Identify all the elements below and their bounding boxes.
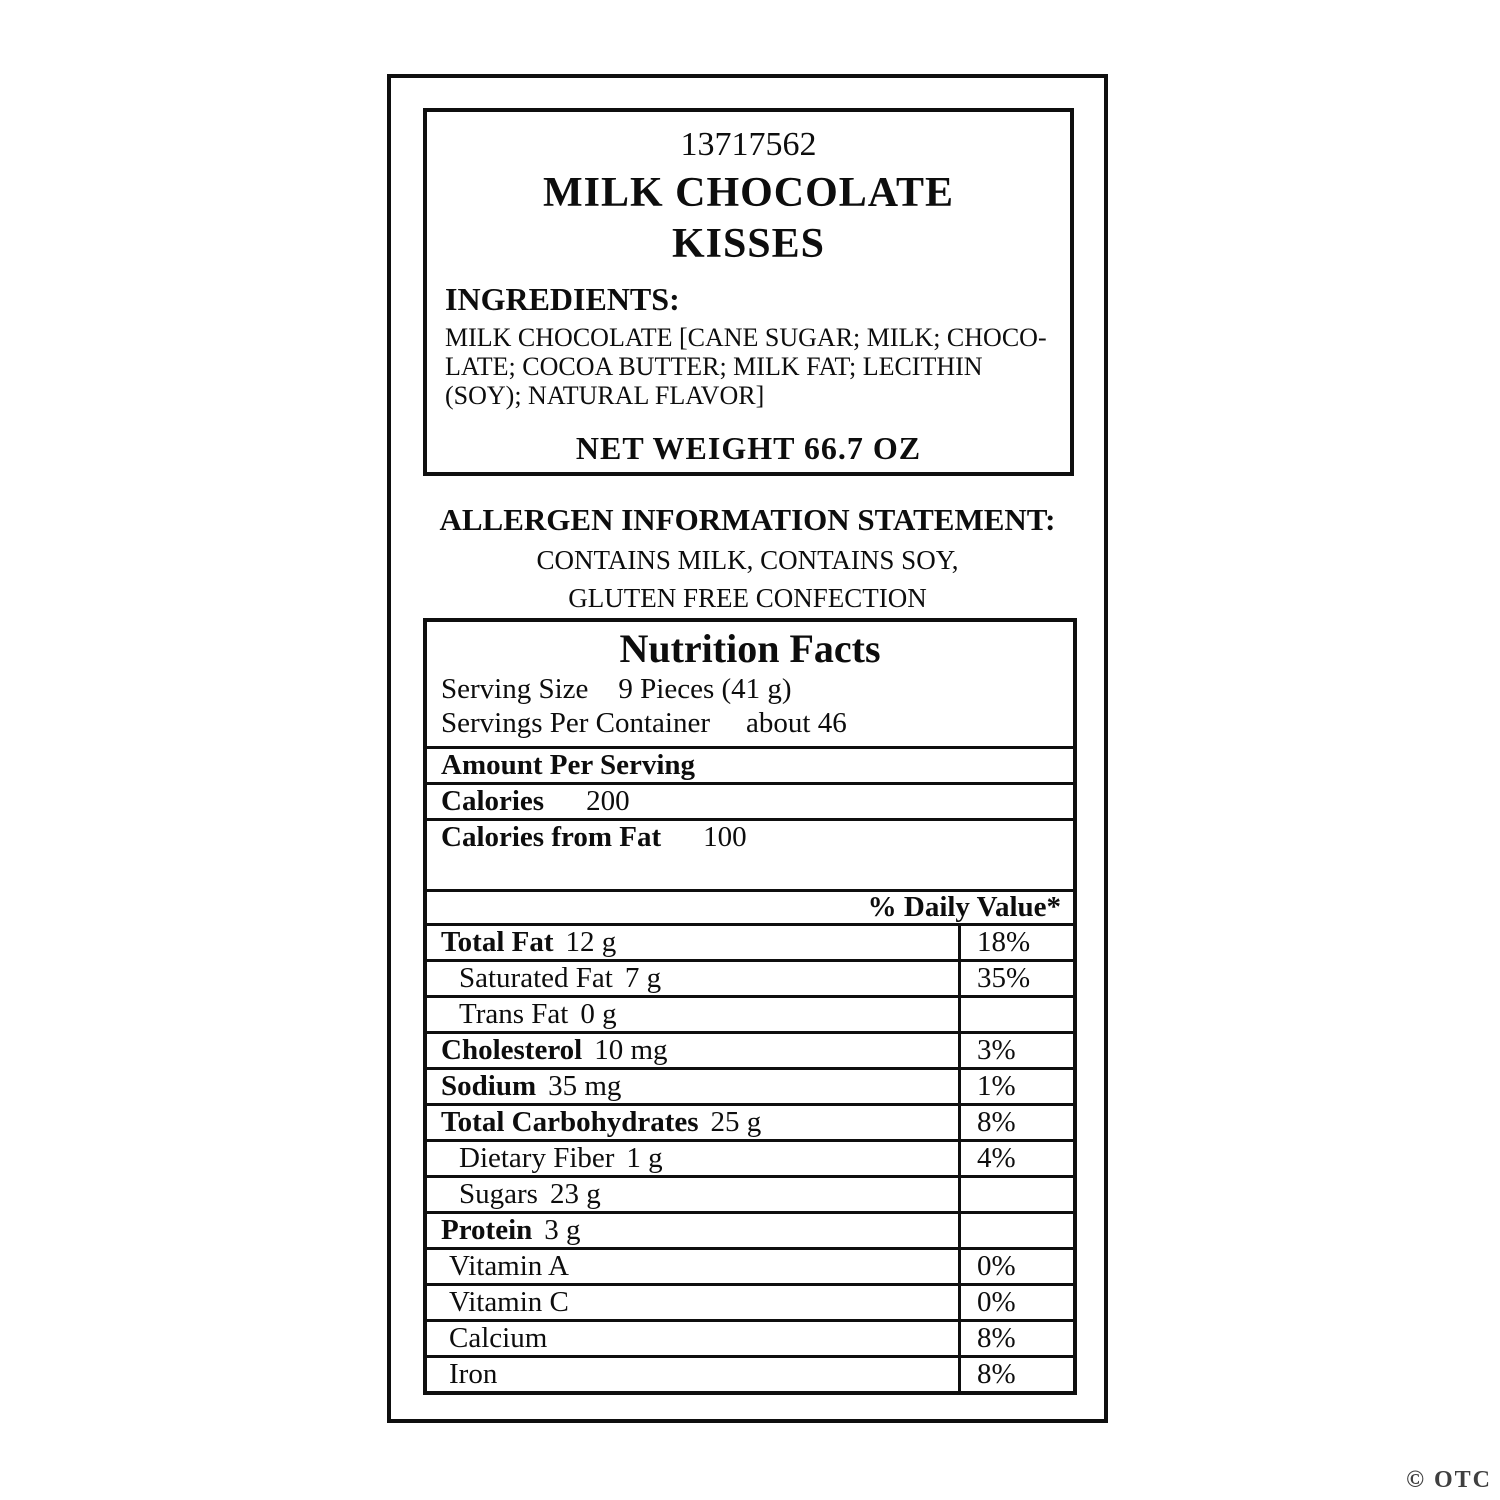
allergen-statement: [391, 502, 1104, 614]
nutrient-label-cell: [427, 1214, 958, 1247]
nutrient-name: Cholesterol: [441, 1034, 583, 1066]
nutrient-label-cell: [427, 1034, 958, 1067]
nutrient-label-cell: [427, 1106, 958, 1139]
nutrient-row-total-fat: [427, 923, 1073, 959]
nutrient-name: Vitamin C: [449, 1286, 569, 1318]
calories-row: [427, 782, 1073, 818]
nutrient-name: Iron: [449, 1358, 498, 1390]
nutrient-daily-value: 18%: [958, 926, 1073, 959]
nutrient-name: Protein: [441, 1214, 533, 1246]
amount-per-serving-row: [427, 746, 1073, 782]
nutrition-facts-table: [423, 618, 1077, 1395]
nutrient-daily-value: 1%: [958, 1070, 1073, 1103]
nutrient-amount: 25 g: [710, 1106, 762, 1138]
nutrient-row-calcium: [427, 1319, 1073, 1355]
copyright-watermark: © OTC: [1406, 1467, 1492, 1493]
nutrient-daily-value: 0%: [958, 1250, 1073, 1283]
nutrient-label-cell: [427, 1250, 958, 1283]
nutrient-amount: 0 g: [580, 998, 617, 1030]
ingredients-line-1: MILK CHOCOLATE [CANE SUGAR; MILK; CHOCO-: [445, 322, 1047, 352]
nutrient-daily-value: [958, 998, 1073, 1031]
nutrient-name: Vitamin A: [449, 1250, 569, 1282]
calories-value: 200: [586, 785, 630, 817]
item-number: 13717562: [680, 126, 817, 163]
amount-per-serving-label: Amount Per Serving: [441, 749, 696, 781]
nutrient-label-cell: [427, 1178, 958, 1211]
nutrient-daily-value: [958, 1214, 1073, 1247]
nutrient-daily-value: 3%: [958, 1034, 1073, 1067]
allergen-line-1: CONTAINS MILK, CONTAINS SOY,: [536, 544, 959, 575]
nutrient-label-cell: [427, 926, 958, 959]
servings-per-container-label: Servings Per Container: [441, 707, 711, 739]
servings-per-container-value: about 46: [746, 707, 847, 739]
ingredients-line-3: (SOY); NATURAL FLAVOR]: [445, 380, 765, 410]
nutrient-label-cell: [427, 962, 958, 995]
nutrient-daily-value: [958, 1178, 1073, 1211]
nutrient-row-total-carbohydrates: [427, 1103, 1073, 1139]
nutrient-amount: 12 g: [565, 926, 617, 958]
nutrient-daily-value: 0%: [958, 1286, 1073, 1319]
nutrient-label-cell: [427, 1358, 958, 1391]
nutrient-name: Total Carbohydrates: [441, 1106, 699, 1138]
allergen-line-2: GLUTEN FREE CONFECTION: [568, 583, 927, 614]
nutrient-name: Sodium: [441, 1070, 537, 1102]
product-title-line1: MILK CHOCOLATE: [542, 170, 955, 216]
nutrient-name: Sugars: [459, 1178, 538, 1210]
nutrient-row-iron: [427, 1355, 1073, 1391]
serving-size-value: 9 Pieces (41 g): [618, 673, 792, 705]
nutrient-amount: 3 g: [544, 1214, 581, 1246]
servings-per-container-line: [427, 706, 1073, 740]
nutrient-row-trans-fat: [427, 995, 1073, 1031]
serving-size-label: Serving Size: [441, 673, 589, 705]
nutrient-row-saturated-fat: [427, 959, 1073, 995]
nutrient-name: Trans Fat: [459, 998, 569, 1030]
ingredients-heading: INGREDIENTS:: [445, 281, 680, 318]
product-title-line2: KISSES: [671, 221, 826, 268]
calories-from-fat-row: [427, 818, 1073, 889]
nutrient-amount: 1 g: [626, 1142, 663, 1174]
nutrient-amount: 35 mg: [548, 1070, 622, 1102]
nutrient-name: Calcium: [449, 1322, 548, 1354]
ingredients-text: [445, 323, 1056, 410]
nutrient-label-cell: [427, 1286, 958, 1319]
product-info-box: [423, 108, 1074, 476]
nutrient-daily-value: 8%: [958, 1358, 1073, 1391]
nutrient-label-cell: [427, 998, 958, 1031]
daily-value-header: % Daily Value*: [427, 889, 1073, 923]
nutrient-row-dietary-fiber: [427, 1139, 1073, 1175]
nutrient-row-vitamin-c: [427, 1283, 1073, 1319]
nutrient-name: Saturated Fat: [459, 962, 613, 994]
nutrient-label-cell: [427, 1070, 958, 1103]
calories-from-fat-label: Calories from Fat: [441, 821, 662, 853]
nutrient-daily-value: 4%: [958, 1142, 1073, 1175]
net-weight: NET WEIGHT 66.7 OZ: [575, 429, 922, 466]
serving-size-line: [427, 672, 1073, 706]
nutrient-row-cholesterol: [427, 1031, 1073, 1067]
nutrient-name: Total Fat: [441, 926, 554, 958]
calories-from-fat-value: 100: [703, 821, 747, 853]
allergen-heading: ALLERGEN INFORMATION STATEMENT:: [439, 502, 1056, 537]
nutrition-facts-title: Nutrition Facts: [619, 626, 881, 671]
nutrient-daily-value: 8%: [958, 1106, 1073, 1139]
nutrient-amount: 7 g: [624, 962, 662, 994]
ingredients-line-2: LATE; COCOA BUTTER; MILK FAT; LECITHIN: [445, 351, 983, 381]
nutrient-name: Dietary Fiber: [459, 1142, 615, 1174]
nutrition-facts-header: [427, 622, 1073, 746]
nutrient-rows: [427, 923, 1073, 1391]
nutrient-row-protein: [427, 1211, 1073, 1247]
nutrient-daily-value: 8%: [958, 1322, 1073, 1355]
nutrient-label-cell: [427, 1322, 958, 1355]
product-title: [427, 168, 1070, 270]
nutrient-row-vitamin-a: [427, 1247, 1073, 1283]
nutrient-label-cell: [427, 1142, 958, 1175]
label-outer-border: [387, 74, 1108, 1423]
nutrient-amount: 10 mg: [594, 1034, 668, 1066]
nutrient-amount: 23 g: [549, 1178, 601, 1210]
nutrient-row-sugars: [427, 1175, 1073, 1211]
nutrient-row-sodium: [427, 1067, 1073, 1103]
calories-label: Calories: [441, 785, 545, 817]
nutrient-daily-value: 35%: [958, 962, 1073, 995]
